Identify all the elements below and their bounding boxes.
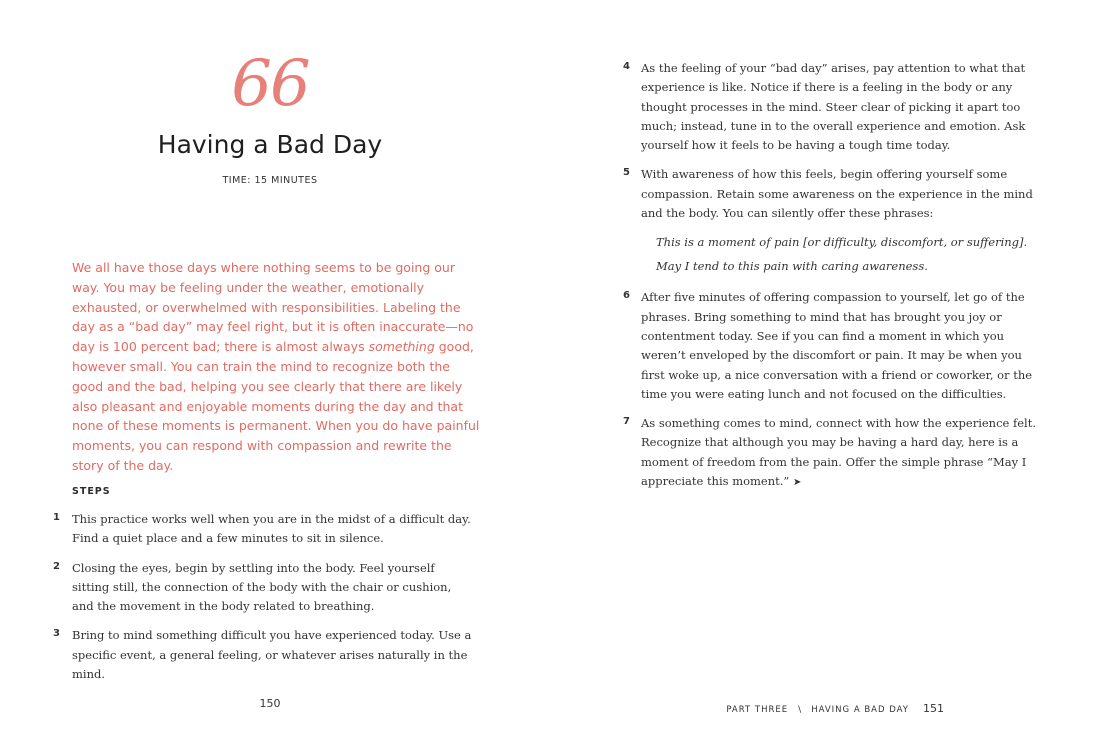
- steps-list-right: [553, 59, 1106, 502]
- step-item: [553, 288, 1106, 404]
- phrase-line: This is a moment of pain [or difficulty, discomfort, or suffering].: [656, 235, 1028, 250]
- left-page: [0, 0, 553, 753]
- intro-text-part1: We all have those days where nothing seems to be going our way. You may be feeling under the weather, emotionally exhausted, or overwhelmed with responsibilities. Labeling the day as a “bad day” may feel right, but it is often inaccurate—no day is 100 percent bad; there is almost always: [72, 260, 474, 355]
- step-item: [553, 414, 1106, 492]
- step-text: As the feeling of your “bad day” arises, pay attention to what that experience is like. Notice if there is a feeling in the body or any thought processes in the mind. Steer clear of picking it apart too much; instead, tune in to the overall experience and emotion. Ask yourself how it feels to be having a tough time today.: [641, 61, 1026, 153]
- continue-arrow-icon: ➤: [792, 477, 802, 489]
- compassion-phrases: [656, 233, 1036, 276]
- step-item: [0, 559, 553, 617]
- step-item: [553, 59, 1106, 155]
- step-number: 5: [623, 167, 630, 179]
- step-number: 3: [53, 628, 60, 640]
- footer-section: HAVING A BAD DAY: [811, 705, 909, 715]
- intro-text-part2: good, however small. You can train the mind to recognize both the good and the bad, helping you see clearly that there are likely also pleasant and enjoyable moments during the day and that none of these moments is permanent. When you do have painful moments, you can respond with compassion and rewrite the story of the day.: [72, 339, 480, 473]
- page-number-right: 151: [923, 702, 944, 715]
- chapter-title: Having a Bad Day: [157, 130, 383, 159]
- intro-paragraph: [72, 258, 482, 476]
- step-number: 6: [623, 290, 630, 302]
- phrase-line: May I tend to this pain with caring awareness.: [656, 259, 928, 274]
- steps-heading: STEPS: [72, 486, 111, 497]
- step-text: With awareness of how this feels, begin offering yourself some compassion. Retain some awareness on the experience in the mind and the body. You can silently offer these phrases:: [641, 167, 1033, 221]
- step-number: 4: [623, 61, 630, 72]
- step-text: Bring to mind something difficult you have experienced today. Use a specific event, a general feeling, or whatever arises naturally in the mind.: [72, 628, 472, 682]
- step-number: 2: [53, 560, 60, 572]
- step-text: This practice works well when you are in the midst of a difficult day. Find a quiet place and a few minutes to sit in silence.: [72, 512, 471, 546]
- step-item: [0, 510, 553, 549]
- chapter-number: 66: [231, 47, 309, 121]
- intro-emphasis: something: [368, 339, 435, 355]
- step-text: After five minutes of offering compassion to yourself, let go of the phrases. Bring something to mind that has brought you joy or contentment today. See if you can find a moment in which you weren’t enveloped by the discomfort or pain. It may be when you first woke up, a nice conversation with a friend or coworker, or the time you were eating lunch and not focused on the difficulties.: [641, 290, 1033, 401]
- right-page: [553, 0, 1107, 753]
- step-text: [641, 414, 1036, 492]
- step-item: [0, 626, 553, 684]
- page-number-left: 150: [259, 697, 281, 710]
- footer-part: PART THREE: [726, 705, 789, 715]
- step-number: 7: [623, 416, 630, 428]
- steps-list-left: [0, 510, 553, 694]
- footer-separator: \: [798, 705, 802, 715]
- step-text: Closing the eyes, begin by settling into the body. Feel yourself sitting still, the connection of the body with the chair or cushion, and the movement in the body related to breathing.: [72, 560, 452, 614]
- step-text-body: As something comes to mind, connect with how the experience felt. Recognize that although you may be having a hard day, here is a moment of freedom from the pain. Offer the simple phrase “May I appreciate this moment.”: [641, 416, 1037, 489]
- step-number: 1: [53, 512, 60, 523]
- chapter-time: TIME: 15 MINUTES: [222, 175, 318, 186]
- running-footer: [726, 697, 944, 716]
- step-item: [553, 165, 1106, 223]
